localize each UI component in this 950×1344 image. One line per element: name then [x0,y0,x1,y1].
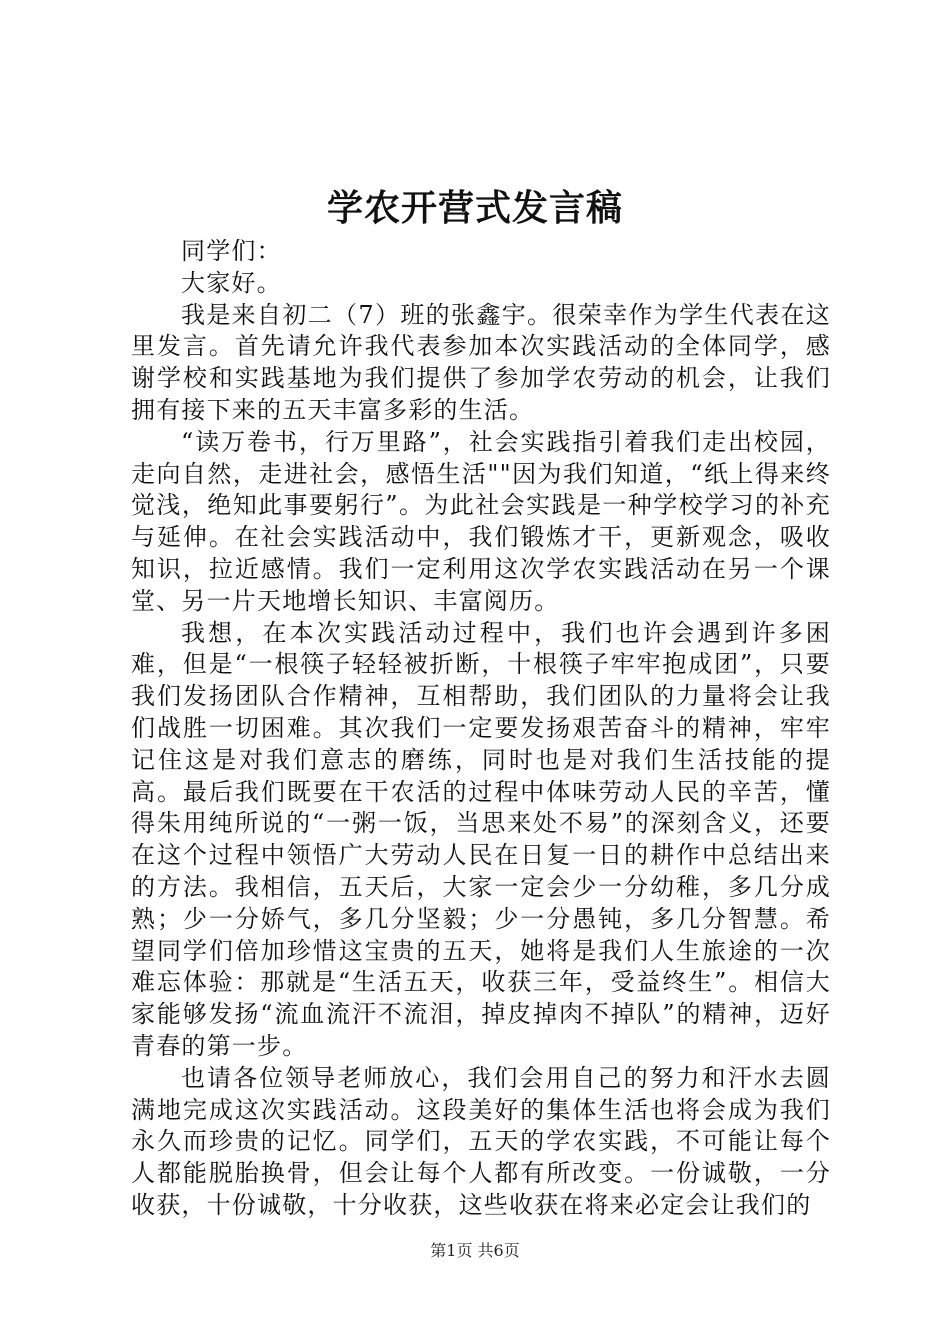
body-paragraph: 我是来自初二（7）班的张鑫宇。很荣幸作为学生代表在这里发言。首先请允许我代表参加本次实践活动的全体同学，感谢学校和实践基地为我们提供了参加学农劳动的机会，让我们拥有接下来的五天丰富多彩的生活。 [131,300,831,424]
body-paragraph: 也请各位领导老师放心，我们会用自己的努力和汗水去圆满地完成这次实践活动。这段美好的集体生活也将会成为我们永久而珍贵的记忆。同学们，五天的学农实践，不可能让每个人都能脱胎换骨，但会让每个人都有所改变。一份诚敬，一分收获，十份诚敬，十分收获，这些收获在将来必定会让我们的 [131,1063,831,1219]
greeting: 大家好。 [181,268,282,297]
body-paragraph: 我想，在本次实践活动过程中，我们也许会遇到许多困难，但是“一根筷子轻轻被折断，十根筷子牢牢抱成团”，只要我们发扬团队合作精神，互相帮助，我们团队的力量将会让我们战胜一切困难。其次我们一定要发扬艰苦奋斗的精神，牢牢记住这是对我们意志的磨练，同时也是对我们生活技能的提高。最后我们既要在干农活的过程中体味劳动人民的辛苦，懂得朱用纯所说的“一粥一饭，当思来处不易”的深刻含义，还要在这个过程中领悟广大劳动人民在日复一日的耕作中总结出来的方法。我相信，五天后，大家一定会少一分幼稚，多几分成熟；少一分娇气，多几分坚毅；少一分愚钝，多几分智慧。希望同学们倍加珍惜这宝贵的五天，她将是我们人生旅途的一次难忘体验：那就是“生活五天，收获三年，受益终生”。相信大家能够发扬“流血流汗不流泪，掉皮掉肉不掉队”的精神，迈好青春的第一步。 [131,618,831,1060]
body-paragraph: “读万卷书，行万里路”，社会实践指引着我们走出校园，走向自然，走进社会，感悟生活""因为我们知道，“纸上得来终觉浅，绝知此事要躬行”。为此社会实践是一种学校学习的补充与延伸。在社会实践活动中，我们锻炼才干，更新观念，吸收知识，拉近感情。我们一定利用这次学农实践活动在另一个课堂、另一片天地增长知识、丰富阅历。 [131,427,831,615]
document-body [131,236,831,1222]
document-title: 学农开营式发言稿 [326,187,623,229]
salutation: 同学们： [181,237,282,265]
page-number-footer: 第1页 共6页 [430,1241,520,1260]
